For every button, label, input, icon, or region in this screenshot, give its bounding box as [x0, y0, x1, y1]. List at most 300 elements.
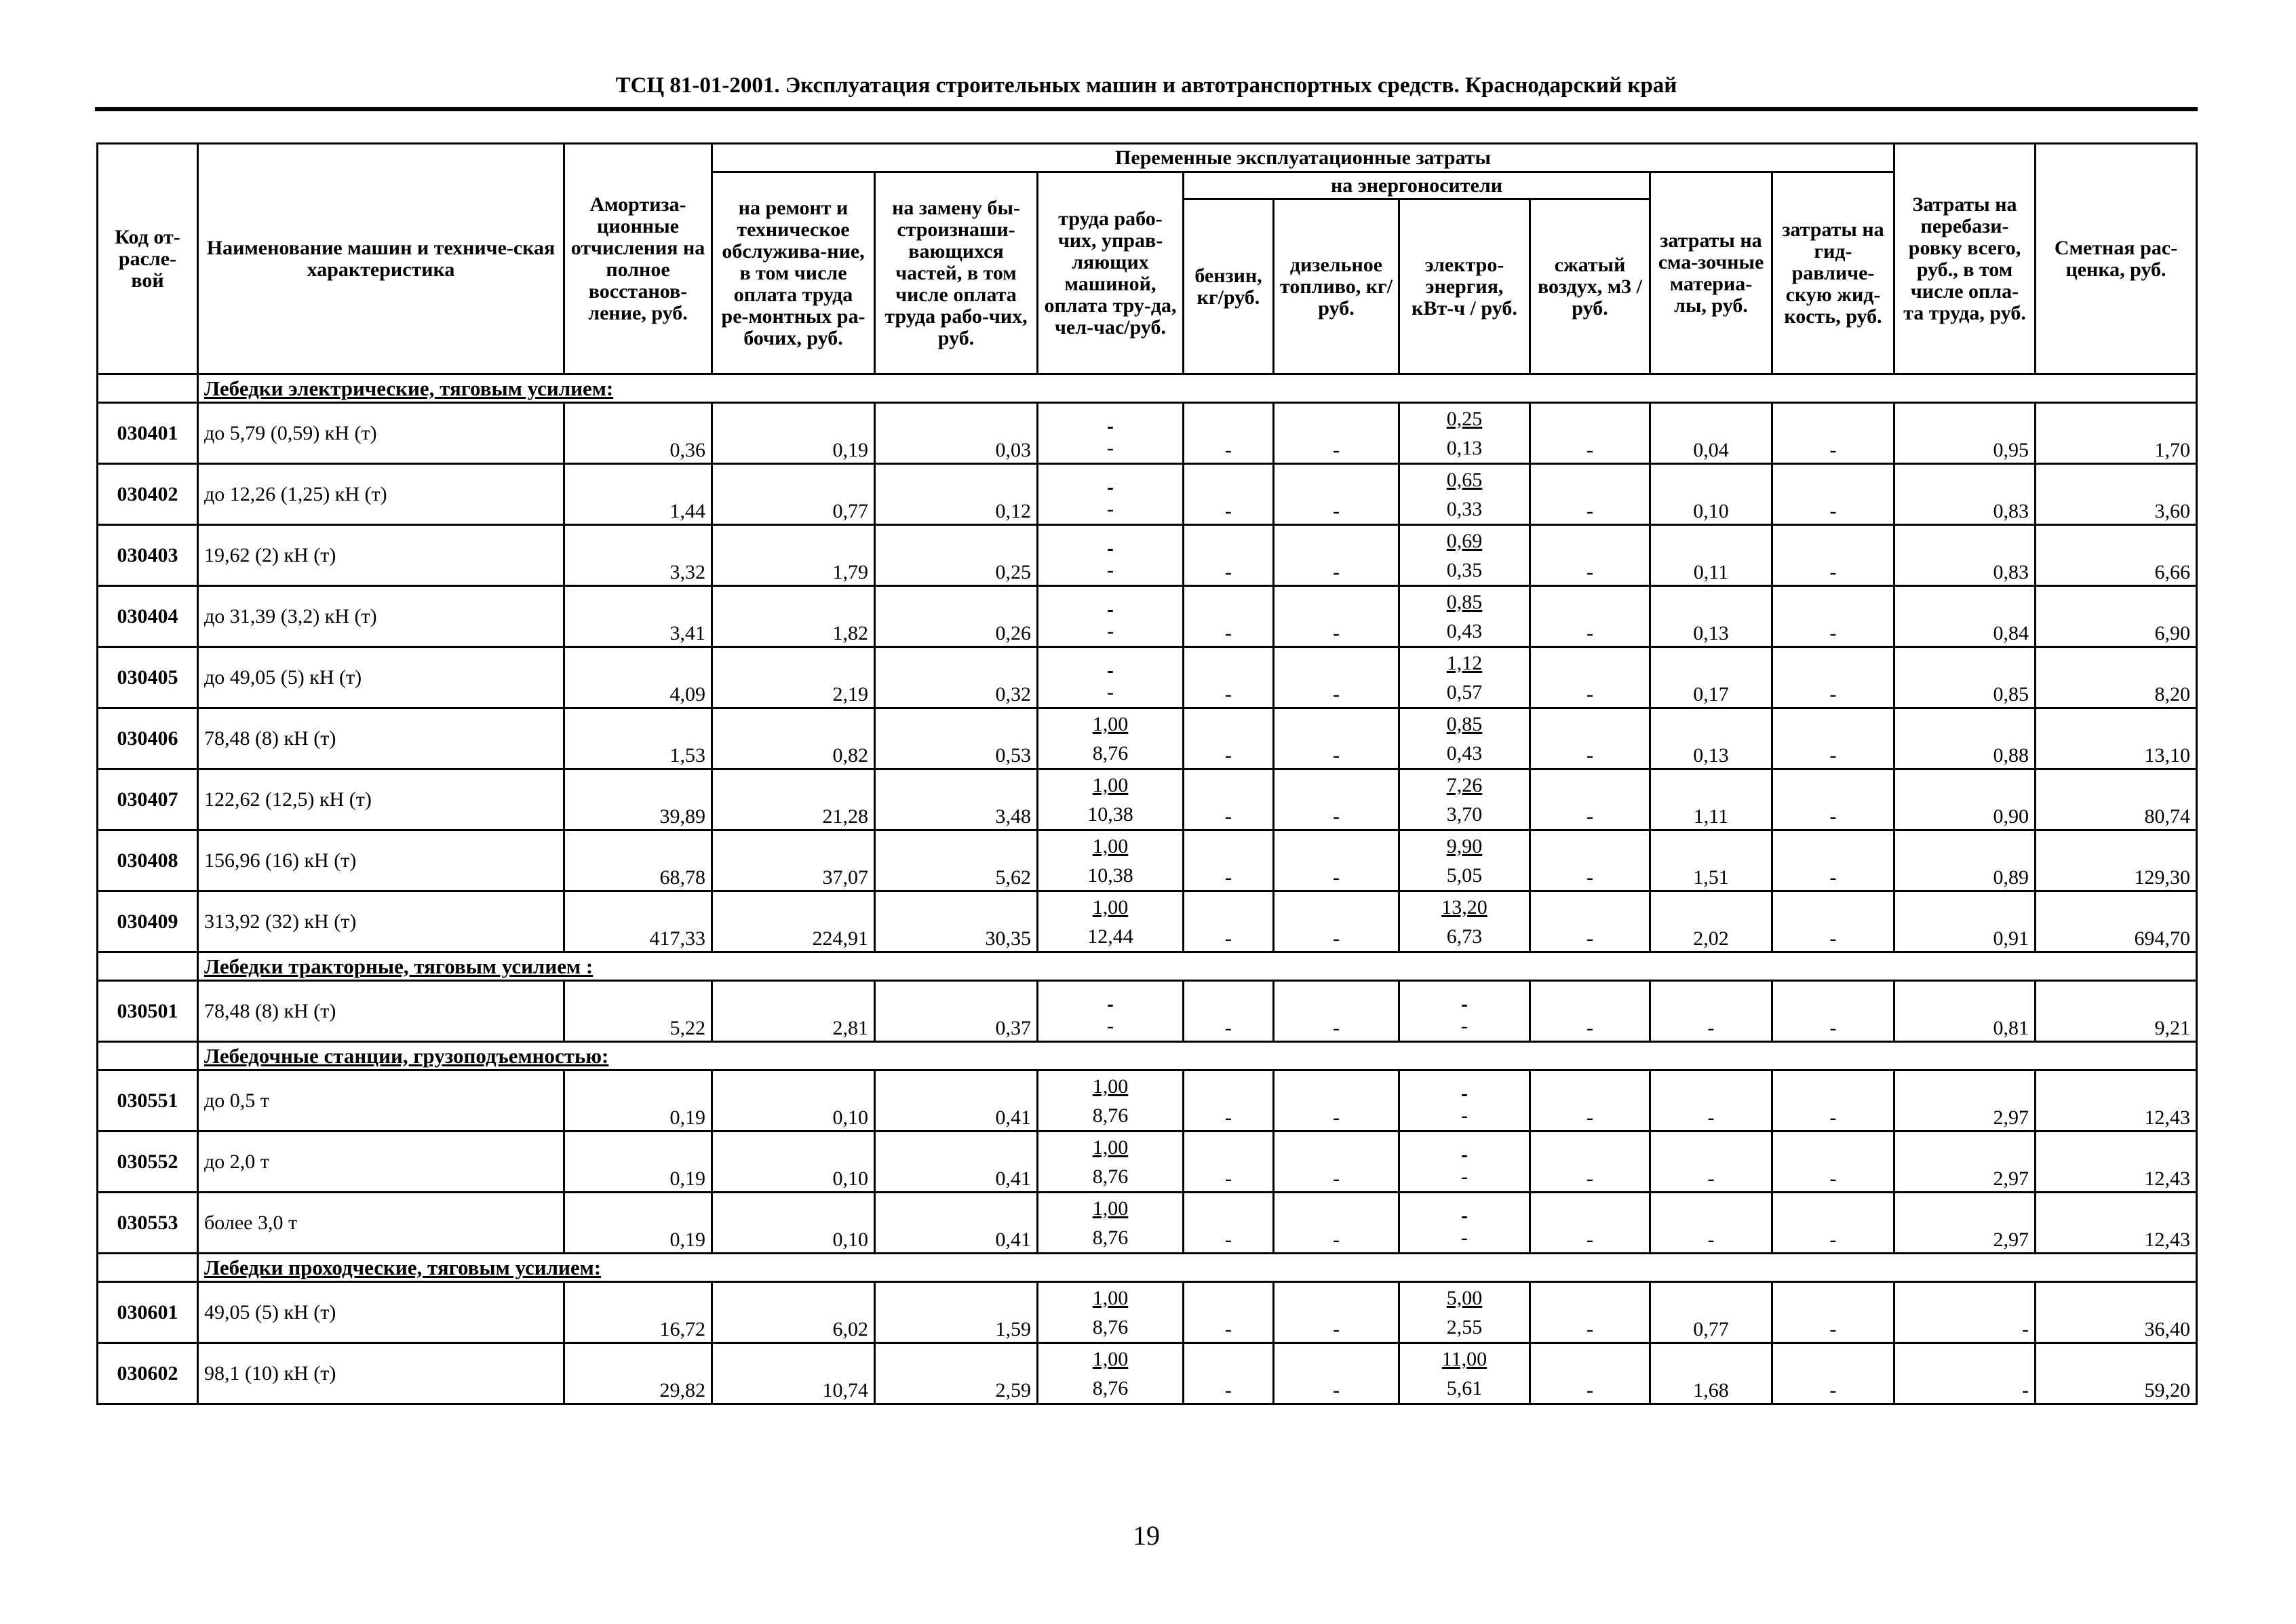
row-labor-bottom: - [1107, 437, 1114, 459]
row-total: 9,21 [2036, 981, 2197, 1042]
row-electric-top: 0,25 [1446, 408, 1483, 430]
row-labor-top: 1,00 [1092, 896, 1129, 919]
row-lubricants: 0,77 [1650, 1282, 1772, 1343]
row-parts: 0,53 [875, 708, 1038, 769]
row-name: 78,48 (8) кН (т) [198, 981, 564, 1042]
row-total: 8,20 [2036, 647, 2197, 708]
row-labor [1038, 1282, 1184, 1343]
row-petrol: - [1184, 769, 1274, 830]
row-petrol: - [1184, 708, 1274, 769]
section-title: Лебедки электрические, тяговым усилием: [198, 374, 2197, 403]
row-amort: 1,44 [564, 464, 712, 525]
row-code: 030408 [98, 830, 198, 891]
row-labor [1038, 586, 1184, 647]
row-amort: 3,32 [564, 525, 712, 586]
row-relocation: 0,88 [1894, 708, 2036, 769]
row-labor-top [1038, 982, 1182, 1012]
row-electric-bottom: 0,13 [1446, 437, 1483, 459]
table-row [98, 1193, 2197, 1254]
section-blank [98, 1254, 198, 1282]
row-diesel: - [1274, 1193, 1399, 1254]
row-name: 122,62 (12,5) кН (т) [198, 769, 564, 830]
row-hydraulic: - [1772, 1343, 1894, 1404]
row-parts: 0,32 [875, 647, 1038, 708]
row-amort: 4,09 [564, 647, 712, 708]
col-air: сжатый воздух, м3 / руб. [1530, 199, 1650, 374]
table-row [98, 1132, 2197, 1193]
row-amort: 16,72 [564, 1282, 712, 1343]
row-relocation: 0,89 [1894, 830, 2036, 891]
row-relocation: 0,83 [1894, 464, 2036, 525]
row-electric-bottom: 0,57 [1446, 681, 1483, 703]
row-electric [1399, 1132, 1530, 1193]
row-electric-bottom: - [1461, 1226, 1468, 1249]
row-lubricants: 0,17 [1650, 647, 1772, 708]
row-hydraulic: - [1772, 647, 1894, 708]
row-hydraulic: - [1772, 830, 1894, 891]
row-labor-top: 1,00 [1092, 835, 1129, 857]
row-electric-top: 0,65 [1446, 469, 1483, 491]
col-amort: Амортиза-ционные отчисления на полное восстанов-ление, руб. [564, 144, 712, 374]
row-repair: 0,77 [712, 464, 875, 525]
section-title: Лебедочные станции, грузоподъемностью: [198, 1042, 2197, 1070]
row-air: - [1530, 586, 1650, 647]
row-lubricants: 1,68 [1650, 1343, 1772, 1404]
row-repair: 21,28 [712, 769, 875, 830]
table-row [98, 1282, 2197, 1343]
rates-table [96, 142, 2198, 1405]
row-code: 030405 [98, 647, 198, 708]
col-name: Наименование машин и техниче-ская характеристика [198, 144, 564, 374]
section-row [98, 374, 2197, 403]
row-code: 030401 [98, 403, 198, 464]
row-hydraulic: - [1772, 769, 1894, 830]
row-petrol: - [1184, 981, 1274, 1042]
row-labor [1038, 1132, 1184, 1193]
row-relocation: 0,90 [1894, 769, 2036, 830]
row-relocation: 2,97 [1894, 1132, 2036, 1193]
row-petrol: - [1184, 586, 1274, 647]
row-total: 3,60 [2036, 464, 2197, 525]
row-relocation: 0,91 [1894, 891, 2036, 952]
row-parts: 0,25 [875, 525, 1038, 586]
row-lubricants: - [1650, 1132, 1772, 1193]
row-parts: 0,41 [875, 1193, 1038, 1254]
row-name: до 49,05 (5) кН (т) [198, 647, 564, 708]
row-diesel: - [1274, 981, 1399, 1042]
row-code: 030406 [98, 708, 198, 769]
row-air: - [1530, 1070, 1650, 1132]
row-repair: 37,07 [712, 830, 875, 891]
row-code: 030553 [98, 1193, 198, 1254]
table-body [98, 374, 2197, 1404]
row-electric-bottom: 2,55 [1446, 1316, 1483, 1338]
section-row [98, 952, 2197, 981]
row-labor-bottom: 8,76 [1092, 1377, 1129, 1399]
row-name: до 31,39 (3,2) кН (т) [198, 586, 564, 647]
row-labor-top [1038, 587, 1182, 617]
col-petrol: бензин, кг/руб. [1184, 199, 1274, 374]
row-amort: 0,19 [564, 1070, 712, 1132]
row-diesel: - [1274, 1343, 1399, 1404]
row-parts: 3,48 [875, 769, 1038, 830]
col-relocation: Затраты на перебази-ровку всего, руб., в том числе опла-та труда, руб. [1894, 144, 2036, 374]
row-electric-top: 7,26 [1446, 774, 1483, 796]
row-code: 030501 [98, 981, 198, 1042]
row-lubricants: 0,11 [1650, 525, 1772, 586]
row-labor-bottom: - [1107, 1015, 1114, 1037]
col-hydraulic: затраты на гид-равличе-скую жид-кость, руб. [1772, 172, 1894, 374]
row-labor-top: 1,00 [1092, 1348, 1129, 1370]
row-electric-top: 5,00 [1446, 1287, 1483, 1309]
row-lubricants: - [1650, 981, 1772, 1042]
row-diesel: - [1274, 403, 1399, 464]
row-parts: 0,41 [875, 1132, 1038, 1193]
table-row [98, 647, 2197, 708]
row-electric [1399, 891, 1530, 952]
row-air: - [1530, 891, 1650, 952]
row-name: до 12,26 (1,25) кН (т) [198, 464, 564, 525]
row-labor-top [1038, 526, 1182, 556]
row-parts: 5,62 [875, 830, 1038, 891]
row-repair: 224,91 [712, 891, 875, 952]
row-lubricants: 1,11 [1650, 769, 1772, 830]
row-diesel: - [1274, 647, 1399, 708]
row-amort: 0,19 [564, 1132, 712, 1193]
row-total: 6,66 [2036, 525, 2197, 586]
section-title: Лебедки проходческие, тяговым усилием: [198, 1254, 2197, 1282]
row-name: 156,96 (16) кН (т) [198, 830, 564, 891]
row-total: 59,20 [2036, 1343, 2197, 1404]
row-amort: 1,53 [564, 708, 712, 769]
row-name: до 2,0 т [198, 1132, 564, 1193]
row-amort: 39,89 [564, 769, 712, 830]
row-code: 030407 [98, 769, 198, 830]
row-electric-bottom: - [1461, 1015, 1468, 1037]
row-diesel: - [1274, 891, 1399, 952]
row-repair: 2,19 [712, 647, 875, 708]
row-parts: 0,41 [875, 1070, 1038, 1132]
col-parts: на замену бы-строизнаши-вающихся частей, в том числе оплата труда рабо-чих, руб. [875, 172, 1038, 374]
row-labor-top: 1,00 [1092, 1136, 1129, 1159]
row-amort: 29,82 [564, 1343, 712, 1404]
row-hydraulic: - [1772, 464, 1894, 525]
row-hydraulic: - [1772, 403, 1894, 464]
row-diesel: - [1274, 525, 1399, 586]
table-row [98, 708, 2197, 769]
row-electric-top [1400, 982, 1529, 1012]
row-electric-top: 13,20 [1441, 896, 1487, 919]
row-electric-top: 11,00 [1441, 1348, 1487, 1370]
row-repair: 1,79 [712, 525, 875, 586]
row-relocation: 0,95 [1894, 403, 2036, 464]
row-labor-bottom: - [1107, 559, 1114, 581]
row-relocation: 2,97 [1894, 1193, 2036, 1254]
row-total: 13,10 [2036, 708, 2197, 769]
row-total: 6,90 [2036, 586, 2197, 647]
row-electric [1399, 403, 1530, 464]
row-air: - [1530, 464, 1650, 525]
row-parts: 1,59 [875, 1282, 1038, 1343]
row-amort: 0,19 [564, 1193, 712, 1254]
row-labor [1038, 830, 1184, 891]
row-code: 030403 [98, 525, 198, 586]
row-electric [1399, 708, 1530, 769]
col-lubricants: затраты на сма-зочные материа-лы, руб. [1650, 172, 1772, 374]
row-petrol: - [1184, 525, 1274, 586]
row-relocation: 0,85 [1894, 647, 2036, 708]
row-lubricants: - [1650, 1070, 1772, 1132]
row-labor [1038, 464, 1184, 525]
row-labor [1038, 708, 1184, 769]
table-row [98, 464, 2197, 525]
row-code: 030601 [98, 1282, 198, 1343]
row-electric [1399, 981, 1530, 1042]
row-total: 12,43 [2036, 1070, 2197, 1132]
col-variable-group: Переменные эксплуатационные затраты [712, 144, 1894, 172]
row-hydraulic: - [1772, 708, 1894, 769]
section-row [98, 1254, 2197, 1282]
row-code: 030402 [98, 464, 198, 525]
row-electric-bottom: 0,35 [1446, 559, 1483, 581]
row-labor-bottom: 10,38 [1087, 803, 1133, 826]
row-lubricants: 0,13 [1650, 586, 1772, 647]
section-row [98, 1042, 2197, 1070]
row-repair: 1,82 [712, 586, 875, 647]
row-code: 030602 [98, 1343, 198, 1404]
row-air: - [1530, 981, 1650, 1042]
row-code: 030404 [98, 586, 198, 647]
row-labor [1038, 891, 1184, 952]
row-lubricants: 1,51 [1650, 830, 1772, 891]
row-labor-bottom: 8,76 [1092, 1165, 1129, 1188]
table-row [98, 981, 2197, 1042]
row-labor-bottom: 8,76 [1092, 1226, 1129, 1249]
row-petrol: - [1184, 403, 1274, 464]
row-electric-bottom: 0,43 [1446, 620, 1483, 642]
row-name: 19,62 (2) кН (т) [198, 525, 564, 586]
row-lubricants: 0,10 [1650, 464, 1772, 525]
row-labor-bottom: 8,76 [1092, 742, 1129, 765]
row-total: 80,74 [2036, 769, 2197, 830]
row-parts: 0,12 [875, 464, 1038, 525]
row-parts: 0,26 [875, 586, 1038, 647]
document-header: ТСЦ 81-01-2001. Эксплуатация строительных машин и автотранспортных средств. Краснодарский край [615, 73, 1677, 98]
row-code: 030552 [98, 1132, 198, 1193]
row-relocation: - [1894, 1343, 2036, 1404]
row-electric-bottom: 0,33 [1446, 498, 1483, 520]
row-petrol: - [1184, 647, 1274, 708]
row-petrol: - [1184, 1282, 1274, 1343]
row-repair: 6,02 [712, 1282, 875, 1343]
row-air: - [1530, 525, 1650, 586]
table-head [98, 144, 2197, 374]
row-repair: 0,10 [712, 1193, 875, 1254]
row-repair: 2,81 [712, 981, 875, 1042]
row-air: - [1530, 769, 1650, 830]
row-code: 030409 [98, 891, 198, 952]
row-amort: 0,36 [564, 403, 712, 464]
col-total: Сметная рас-ценка, руб. [2036, 144, 2197, 374]
row-labor-bottom: 10,38 [1087, 864, 1133, 887]
row-diesel: - [1274, 830, 1399, 891]
row-petrol: - [1184, 1132, 1274, 1193]
row-electric-top: 0,85 [1446, 713, 1483, 735]
row-labor [1038, 403, 1184, 464]
row-electric [1399, 1343, 1530, 1404]
row-electric-top: 1,12 [1446, 652, 1483, 674]
row-relocation: 0,81 [1894, 981, 2036, 1042]
row-electric-bottom: 5,61 [1446, 1377, 1483, 1399]
row-lubricants: 2,02 [1650, 891, 1772, 952]
row-labor-bottom: - [1107, 681, 1114, 703]
row-electric [1399, 586, 1530, 647]
row-air: - [1530, 1282, 1650, 1343]
row-electric-bottom: 6,73 [1446, 925, 1483, 948]
row-hydraulic: - [1772, 1282, 1894, 1343]
row-labor-top [1038, 649, 1182, 678]
row-electric [1399, 769, 1530, 830]
row-repair: 0,82 [712, 708, 875, 769]
row-labor-top: 1,00 [1092, 1197, 1129, 1220]
row-hydraulic: - [1772, 891, 1894, 952]
row-parts: 2,59 [875, 1343, 1038, 1404]
row-name: 313,92 (32) кН (т) [198, 891, 564, 952]
row-labor [1038, 647, 1184, 708]
page-number: 19 [1133, 1520, 1160, 1551]
row-amort: 3,41 [564, 586, 712, 647]
row-name: до 0,5 т [198, 1070, 564, 1132]
section-blank [98, 374, 198, 403]
row-lubricants: - [1650, 1193, 1772, 1254]
row-air: - [1530, 1132, 1650, 1193]
row-total: 694,70 [2036, 891, 2197, 952]
table-row [98, 891, 2197, 952]
row-parts: 0,03 [875, 403, 1038, 464]
row-parts: 0,37 [875, 981, 1038, 1042]
section-blank [98, 952, 198, 981]
row-diesel: - [1274, 1282, 1399, 1343]
col-labor: труда рабо-чих, управ-ляющих машиной, оплата тру-да, чел-час/руб. [1038, 172, 1184, 374]
row-total: 129,30 [2036, 830, 2197, 891]
header-rule [95, 107, 2198, 111]
row-name: до 5,79 (0,59) кН (т) [198, 403, 564, 464]
col-energy-group: на энергоносители [1184, 172, 1650, 199]
section-title: Лебедки тракторные, тяговым усилием : [198, 952, 2197, 981]
row-lubricants: 0,04 [1650, 403, 1772, 464]
row-petrol: - [1184, 1070, 1274, 1132]
row-labor-bottom: - [1107, 498, 1114, 520]
row-electric [1399, 1282, 1530, 1343]
row-electric [1399, 525, 1530, 586]
row-electric-top [1400, 1133, 1529, 1163]
row-hydraulic: - [1772, 981, 1894, 1042]
row-electric-bottom: 0,43 [1446, 742, 1483, 765]
row-labor [1038, 1193, 1184, 1254]
row-total: 36,40 [2036, 1282, 2197, 1343]
table-row [98, 830, 2197, 891]
row-electric [1399, 647, 1530, 708]
row-labor [1038, 1070, 1184, 1132]
row-hydraulic: - [1772, 1070, 1894, 1132]
row-petrol: - [1184, 1193, 1274, 1254]
row-electric-bottom: - [1461, 1104, 1468, 1127]
row-name: 78,48 (8) кН (т) [198, 708, 564, 769]
row-amort: 5,22 [564, 981, 712, 1042]
row-labor-top [1038, 404, 1182, 434]
row-repair: 0,10 [712, 1070, 875, 1132]
row-hydraulic: - [1772, 1132, 1894, 1193]
row-repair: 0,19 [712, 403, 875, 464]
row-petrol: - [1184, 891, 1274, 952]
row-petrol: - [1184, 1343, 1274, 1404]
table-row [98, 769, 2197, 830]
table-row [98, 525, 2197, 586]
row-electric [1399, 464, 1530, 525]
row-air: - [1530, 830, 1650, 891]
row-labor [1038, 525, 1184, 586]
row-lubricants: 0,13 [1650, 708, 1772, 769]
table-row [98, 586, 2197, 647]
row-code: 030551 [98, 1070, 198, 1132]
row-labor-top: 1,00 [1092, 774, 1129, 796]
row-labor [1038, 769, 1184, 830]
row-relocation: 0,83 [1894, 525, 2036, 586]
row-labor-bottom: 8,76 [1092, 1316, 1129, 1338]
row-relocation: 0,84 [1894, 586, 2036, 647]
row-relocation: - [1894, 1282, 2036, 1343]
table-row [98, 1343, 2197, 1404]
row-diesel: - [1274, 708, 1399, 769]
row-petrol: - [1184, 830, 1274, 891]
row-labor [1038, 1343, 1184, 1404]
row-labor [1038, 981, 1184, 1042]
table-row [98, 403, 2197, 464]
row-name: более 3,0 т [198, 1193, 564, 1254]
row-diesel: - [1274, 1070, 1399, 1132]
row-air: - [1530, 1193, 1650, 1254]
row-total: 1,70 [2036, 403, 2197, 464]
row-hydraulic: - [1772, 1193, 1894, 1254]
row-electric-bottom: 5,05 [1446, 864, 1483, 887]
row-labor-top [1038, 465, 1182, 495]
row-air: - [1530, 708, 1650, 769]
row-amort: 417,33 [564, 891, 712, 952]
row-labor-top: 1,00 [1092, 713, 1129, 735]
row-repair: 10,74 [712, 1343, 875, 1404]
row-petrol: - [1184, 464, 1274, 525]
col-code: Код от-расле-вой [98, 144, 198, 374]
row-diesel: - [1274, 586, 1399, 647]
row-air: - [1530, 647, 1650, 708]
row-labor-bottom: 12,44 [1087, 925, 1133, 948]
row-labor-bottom: 8,76 [1092, 1104, 1129, 1127]
row-electric-bottom: - [1461, 1165, 1468, 1188]
row-electric-bottom: 3,70 [1446, 803, 1483, 826]
row-electric-top [1400, 1194, 1529, 1224]
row-air: - [1530, 403, 1650, 464]
row-labor-top: 1,00 [1092, 1075, 1129, 1098]
section-blank [98, 1042, 198, 1070]
row-diesel: - [1274, 769, 1399, 830]
row-repair: 0,10 [712, 1132, 875, 1193]
row-electric [1399, 1193, 1530, 1254]
row-hydraulic: - [1772, 586, 1894, 647]
row-relocation: 2,97 [1894, 1070, 2036, 1132]
row-electric-top: 9,90 [1446, 835, 1483, 857]
row-total: 12,43 [2036, 1132, 2197, 1193]
row-electric [1399, 1070, 1530, 1132]
